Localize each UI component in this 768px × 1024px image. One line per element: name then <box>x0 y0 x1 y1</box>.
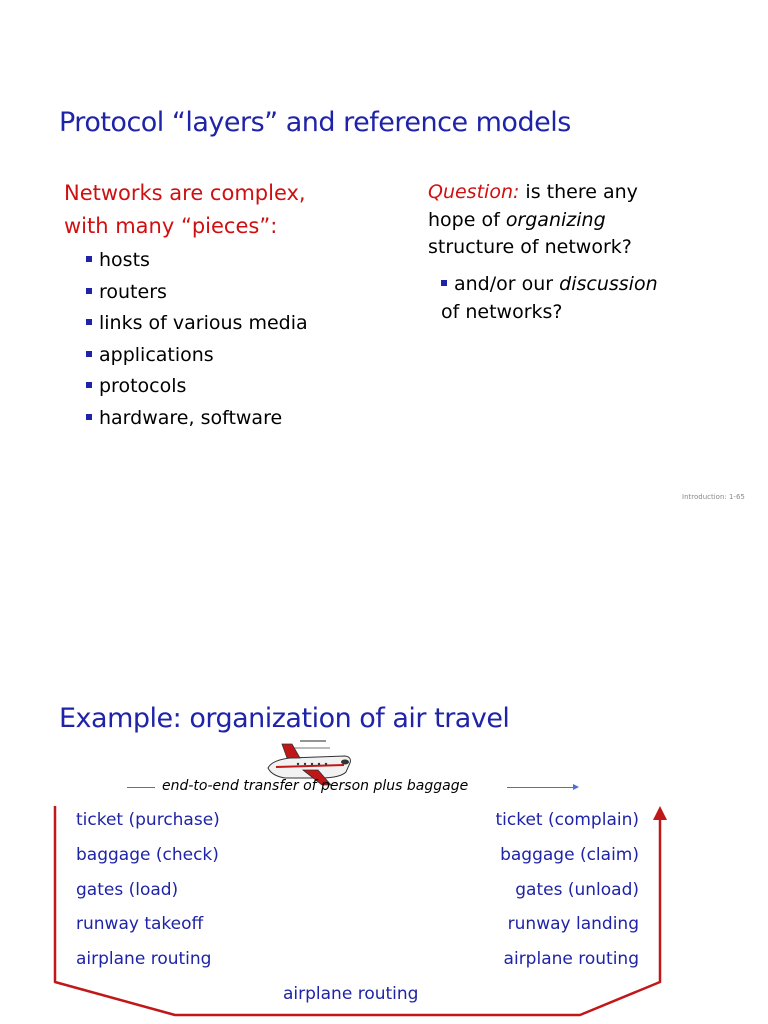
left-layer-column <box>76 803 220 977</box>
bullet-text: hosts <box>99 249 150 271</box>
list-item: baggage (claim) <box>500 844 639 865</box>
list-item: runway takeoff <box>76 914 204 935</box>
bullet-text: links of various media <box>99 312 308 334</box>
slide2-title: Example: organization of air travel <box>59 703 510 734</box>
arrow-right-icon <box>573 784 579 790</box>
list-item: runway landing <box>507 914 639 935</box>
question-line2-prefix: hope of <box>428 208 506 231</box>
list-item: gates (unload) <box>515 879 639 900</box>
sub-bullet-emphasis: discussion <box>559 273 658 295</box>
question-label: Question: <box>428 181 520 203</box>
list-item: ticket (purchase) <box>76 810 220 830</box>
bullet-text: applications <box>99 343 214 366</box>
heading-line-1: Networks are complex, <box>64 181 306 205</box>
list-item: airplane routing <box>76 949 212 970</box>
question-line-3: structure of network? <box>428 236 632 258</box>
bullet-text: hardware, software <box>99 406 283 429</box>
right-layer-column <box>495 803 639 977</box>
question-emphasis: organizing <box>505 208 606 231</box>
list-item: ticket (complain) <box>495 810 639 830</box>
sub-bullet-prefix: and/or our <box>454 273 560 295</box>
slide-footer: Introduction: 1-65 <box>682 493 745 501</box>
bottom-routing-label: airplane routing <box>283 984 419 1004</box>
list-item: airplane routing <box>503 949 639 970</box>
bullet-text: protocols <box>99 375 187 397</box>
bullet-text: routers <box>99 280 167 303</box>
e2e-line-left <box>127 787 155 788</box>
question-line1-rest: is there any <box>519 181 638 203</box>
slide1-title: Protocol “layers” and reference models <box>59 107 571 138</box>
e2e-caption: end-to-end transfer of person plus baggage <box>162 778 469 794</box>
heading-line-2: with many “pieces”: <box>64 214 278 238</box>
list-item: gates (load) <box>76 879 179 900</box>
list-item: baggage (check) <box>76 844 219 865</box>
sub-bullet-line-2: of networks? <box>441 301 563 323</box>
e2e-line-right <box>507 787 573 788</box>
